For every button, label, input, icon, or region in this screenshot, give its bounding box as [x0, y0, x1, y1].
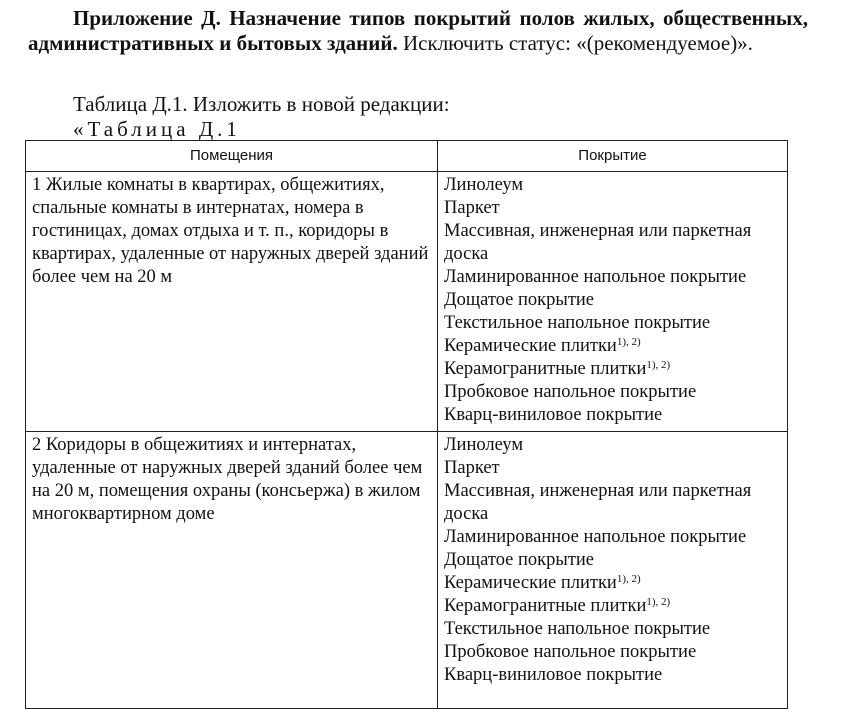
footnote-ref: 1), 2): [616, 336, 641, 348]
covering-text: Линолеум: [444, 435, 524, 455]
covering-item: [444, 404, 783, 427]
covering-text: Дощатое покрытие: [444, 550, 595, 570]
covering-item: [444, 289, 783, 312]
covering-item: [444, 664, 783, 687]
covering-item: [444, 312, 783, 335]
covering-item: [444, 480, 783, 526]
footnote-ref: 1), 2): [646, 359, 671, 371]
covering-text: Кварц-виниловое покрытие: [444, 665, 663, 685]
covering-cell: [438, 172, 788, 432]
covering-text: Паркет: [444, 198, 500, 218]
covering-item: [444, 220, 783, 266]
table-caption: «Таблица Д.1: [73, 117, 241, 141]
room-cell: 2 Коридоры в общежитиях и интернатах, удаленные от наружных дверей зданий более чем на 20 м, помещения охраны (консьержа) в жилом многоквартирном доме: [26, 432, 438, 709]
table-edit-instruction: Таблица Д.1. Изложить в новой редакции:: [73, 92, 450, 116]
table-header-row: [26, 141, 788, 172]
appendix-title: Приложение Д. Назначение типов покрытий полов жилых, общественных, административных и бытовых зданий.: [28, 6, 808, 55]
covering-text: Керамогранитные плитки: [444, 596, 647, 616]
covering-item: [444, 641, 783, 664]
covering-text: Линолеум: [444, 175, 524, 195]
footnote-ref: 1), 2): [646, 596, 671, 608]
covering-text: Пробковое напольное покрытие: [444, 642, 697, 662]
covering-text: Пробковое напольное покрытие: [444, 382, 697, 402]
covering-text: Дощатое покрытие: [444, 290, 595, 310]
covering-item: [444, 434, 783, 457]
covering-item: [444, 457, 783, 480]
covering-item: [444, 381, 783, 404]
covering-text: Ламинированное напольное покрытие: [444, 267, 747, 287]
covering-text: Массивная, инженерная или паркетная доска: [444, 221, 752, 264]
appendix-instruction: Исключить статус: «(рекомендуемое)».: [397, 31, 753, 55]
table-row: [26, 172, 788, 432]
covering-item: [444, 572, 783, 595]
covering-item: [444, 549, 783, 572]
covering-text: Текстильное напольное покрытие: [444, 313, 711, 333]
covering-item: [444, 595, 783, 618]
covering-text: Паркет: [444, 458, 500, 478]
floor-covering-table: [25, 140, 788, 709]
table-row: [26, 432, 788, 709]
covering-item: [444, 335, 783, 358]
covering-text: Текстильное напольное покрытие: [444, 619, 711, 639]
covering-item: [444, 618, 783, 641]
covering-text: Керамические плитки: [444, 573, 617, 593]
covering-item: [444, 266, 783, 289]
covering-cell: [438, 432, 788, 709]
covering-item: [444, 358, 783, 381]
covering-text: Ламинированное напольное покрытие: [444, 527, 747, 547]
covering-item: [444, 174, 783, 197]
covering-item: [444, 197, 783, 220]
room-cell: 1 Жилые комнаты в квартирах, общежитиях, спальные комнаты в интернатах, номера в гостиницах, домах отдыха и т. п., коридоры в квартирах, удаленные от наружных дверей зданий более чем на 20 м: [26, 172, 438, 432]
footnote-ref: 1), 2): [616, 573, 641, 585]
header-rooms: Помещения: [26, 141, 438, 172]
covering-text: Керамические плитки: [444, 336, 617, 356]
covering-text: Керамогранитные плитки: [444, 359, 647, 379]
covering-text: Массивная, инженерная или паркетная доска: [444, 481, 752, 524]
covering-item: [444, 526, 783, 549]
covering-text: Кварц-виниловое покрытие: [444, 405, 663, 425]
header-covering: Покрытие: [438, 141, 788, 172]
appendix-intro: [28, 6, 808, 56]
